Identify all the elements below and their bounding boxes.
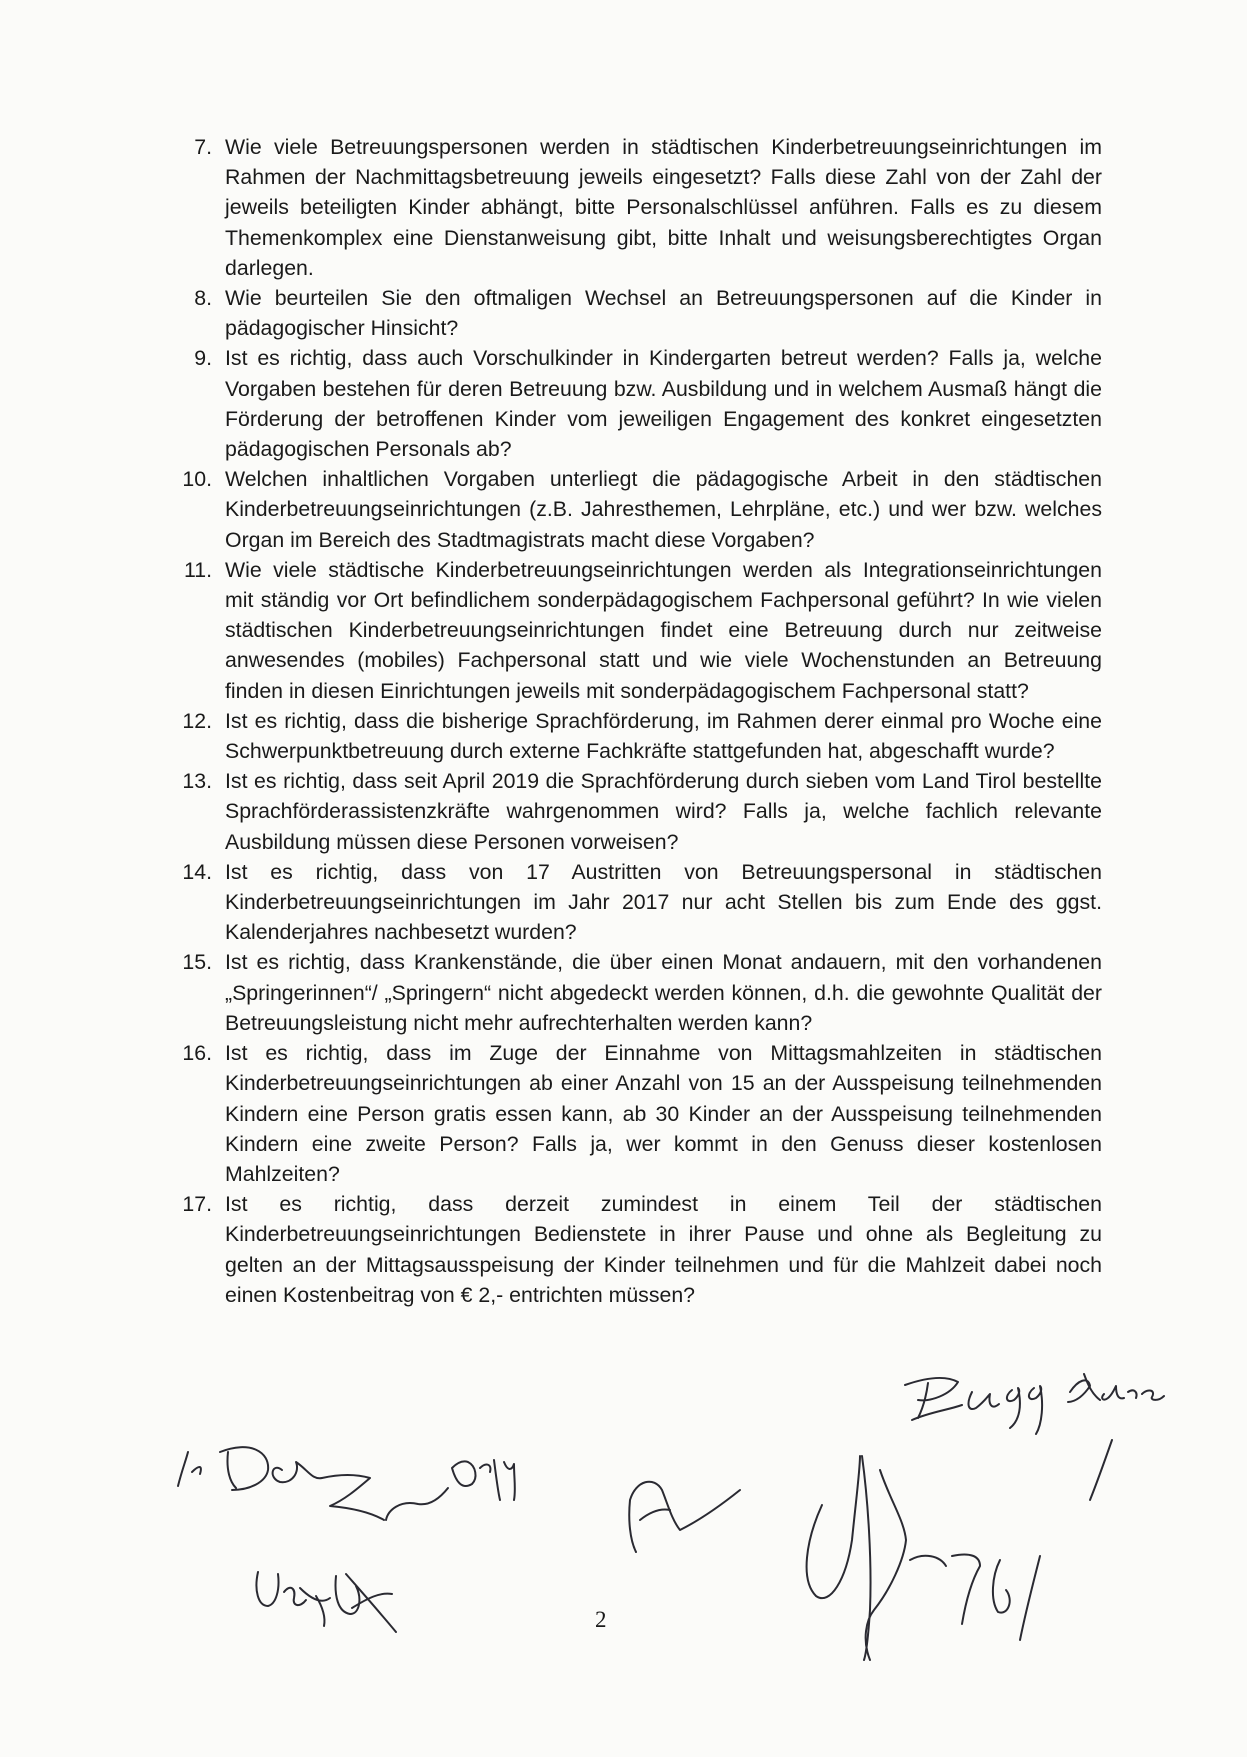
question-text: Wie viele städtische Kinderbetreuungseinrichtungen werden als Integrationseinrichtungen mit ständig vor Ort befindlichem sonderpädagogischem Fachpersonal geführt? In wie vielen städtischen Kinderbetreuungseinrichtungen findet eine Betreuung durch nur zeitweise anwesendes (mobiles) Fachpersonal statt und wie viele Wochenstunden an Betreuung finden in diesen Einrichtungen jeweils mit sonderpädagogischem Fachpersonal statt? [225, 557, 1102, 703]
question-number: 10. [182, 467, 212, 492]
question-text: Wie viele Betreuungspersonen werden in städtischen Kinderbetreuungseinrichtungen im Rahmen der Nachmittagsbetreuung jeweils eingesetzt? Falls diese Zahl von der Zahl der jeweils beteiligten Kinder abhängt, bitte Personalschlüssel anführen. Falls es zu diesem Themenkomplex eine Dienstanweisung gibt, bitte Inhalt und weisungsberechtigtes Organ darlegen. [225, 135, 1102, 280]
question-number: 15. [182, 950, 212, 975]
question-number: 9. [194, 346, 212, 371]
question-number: 13. [182, 769, 212, 794]
question-text: Ist es richtig, dass im Zuge der Einnahme von Mittagsmahlzeiten in städtischen Kinderbetreuungseinrichtungen ab einer Anzahl von 15 an der Ausspeisung teilnehmenden Kindern eine Person gratis essen kann, ab 30 Kinder an der Ausspeisung teilnehmenden Kindern eine zweite Person? Falls ja, wer kommt in den Genuss dieser kostenlosen Mahlzeiten? [225, 1041, 1102, 1186]
handwritten-signature [256, 1572, 396, 1632]
page-number: 2 [595, 1607, 607, 1632]
question-number: 14. [182, 859, 212, 884]
question-text: Ist es richtig, dass auch Vorschulkinder in Kindergarten betreut werden? Falls ja, welche Vorgaben bestehen für deren Betreuung bzw. Ausbildung und in welchem Ausmaß hängt die Förderung der betroffenen Kinder vom jeweiligen Engagement des konkret eingesetzten pädagogischen Personals ab? [225, 346, 1102, 462]
question-text: Ist es richtig, dass seit April 2019 die Sprachförderung durch sieben vom Land Tirol bestellte Sprachförderassistenzkräfte wahrgenommen wird? Falls ja, welche fachlich relevante Ausbildung müssen diese Personen vorweisen? [225, 769, 1102, 854]
question-number: 8. [194, 286, 212, 311]
handwritten-signature [629, 1482, 740, 1552]
question-text: Welchen inhaltlichen Vorgaben unterliegt die pädagogische Arbeit in den städtischen Kinderbetreuungseinrichtungen (z.B. Jahresthemen, Lehrpläne, etc.) und wer bzw. welches Organ im Bereich des Stadtmagistrats macht diese Vorgaben? [225, 467, 1102, 552]
handwritten-signature [905, 1374, 1164, 1500]
handwritten-signature [807, 1456, 1040, 1660]
question-text: Ist es richtig, dass von 17 Austritten von Betreuungspersonal in städtischen Kinderbetreuungseinrichtungen im Jahr 2017 nur acht Stellen bis zum Ende des ggst. Kalenderjahres nachbesetzt wurden? [225, 859, 1102, 945]
question-text: Ist es richtig, dass derzeit zumindest in einem Teil der städtischen Kinderbetreuungseinrichtungen Bedienstete in ihrer Pause und ohne als Begleitung zu gelten an der Mittagsausspeisung der Kinder teilnehmen und für die Mahlzeit dabei noch einen Kostenbeitrag von € 2,- entrichten müssen? [225, 1192, 1102, 1307]
question-number: 12. [182, 708, 212, 733]
question-number: 16. [182, 1041, 212, 1066]
question-number: 7. [194, 135, 212, 159]
question-text: Wie beurteilen Sie den oftmaligen Wechsel an Betreuungspersonen auf die Kinder in pädagogischer Hinsicht? [225, 286, 1102, 341]
handwritten-signature [178, 1447, 515, 1520]
question-number: 17. [182, 1192, 212, 1217]
question-text: Ist es richtig, dass die bisherige Sprachförderung, im Rahmen derer einmal pro Woche eine Schwerpunktbetreuung durch externe Fachkräfte stattgefunden hat, abgeschafft wurde? [225, 708, 1102, 764]
question-number: 11. [183, 557, 212, 582]
question-text: Ist es richtig, dass Krankenstände, die über einen Monat andauern, mit den vorhandenen „Springerinnen“/ „Springern“ nicht abgedeckt werden können, d.h. die gewohnte Qualität der Betreuungsleistung nicht mehr aufrechterhalten werden kann? [225, 950, 1102, 1035]
